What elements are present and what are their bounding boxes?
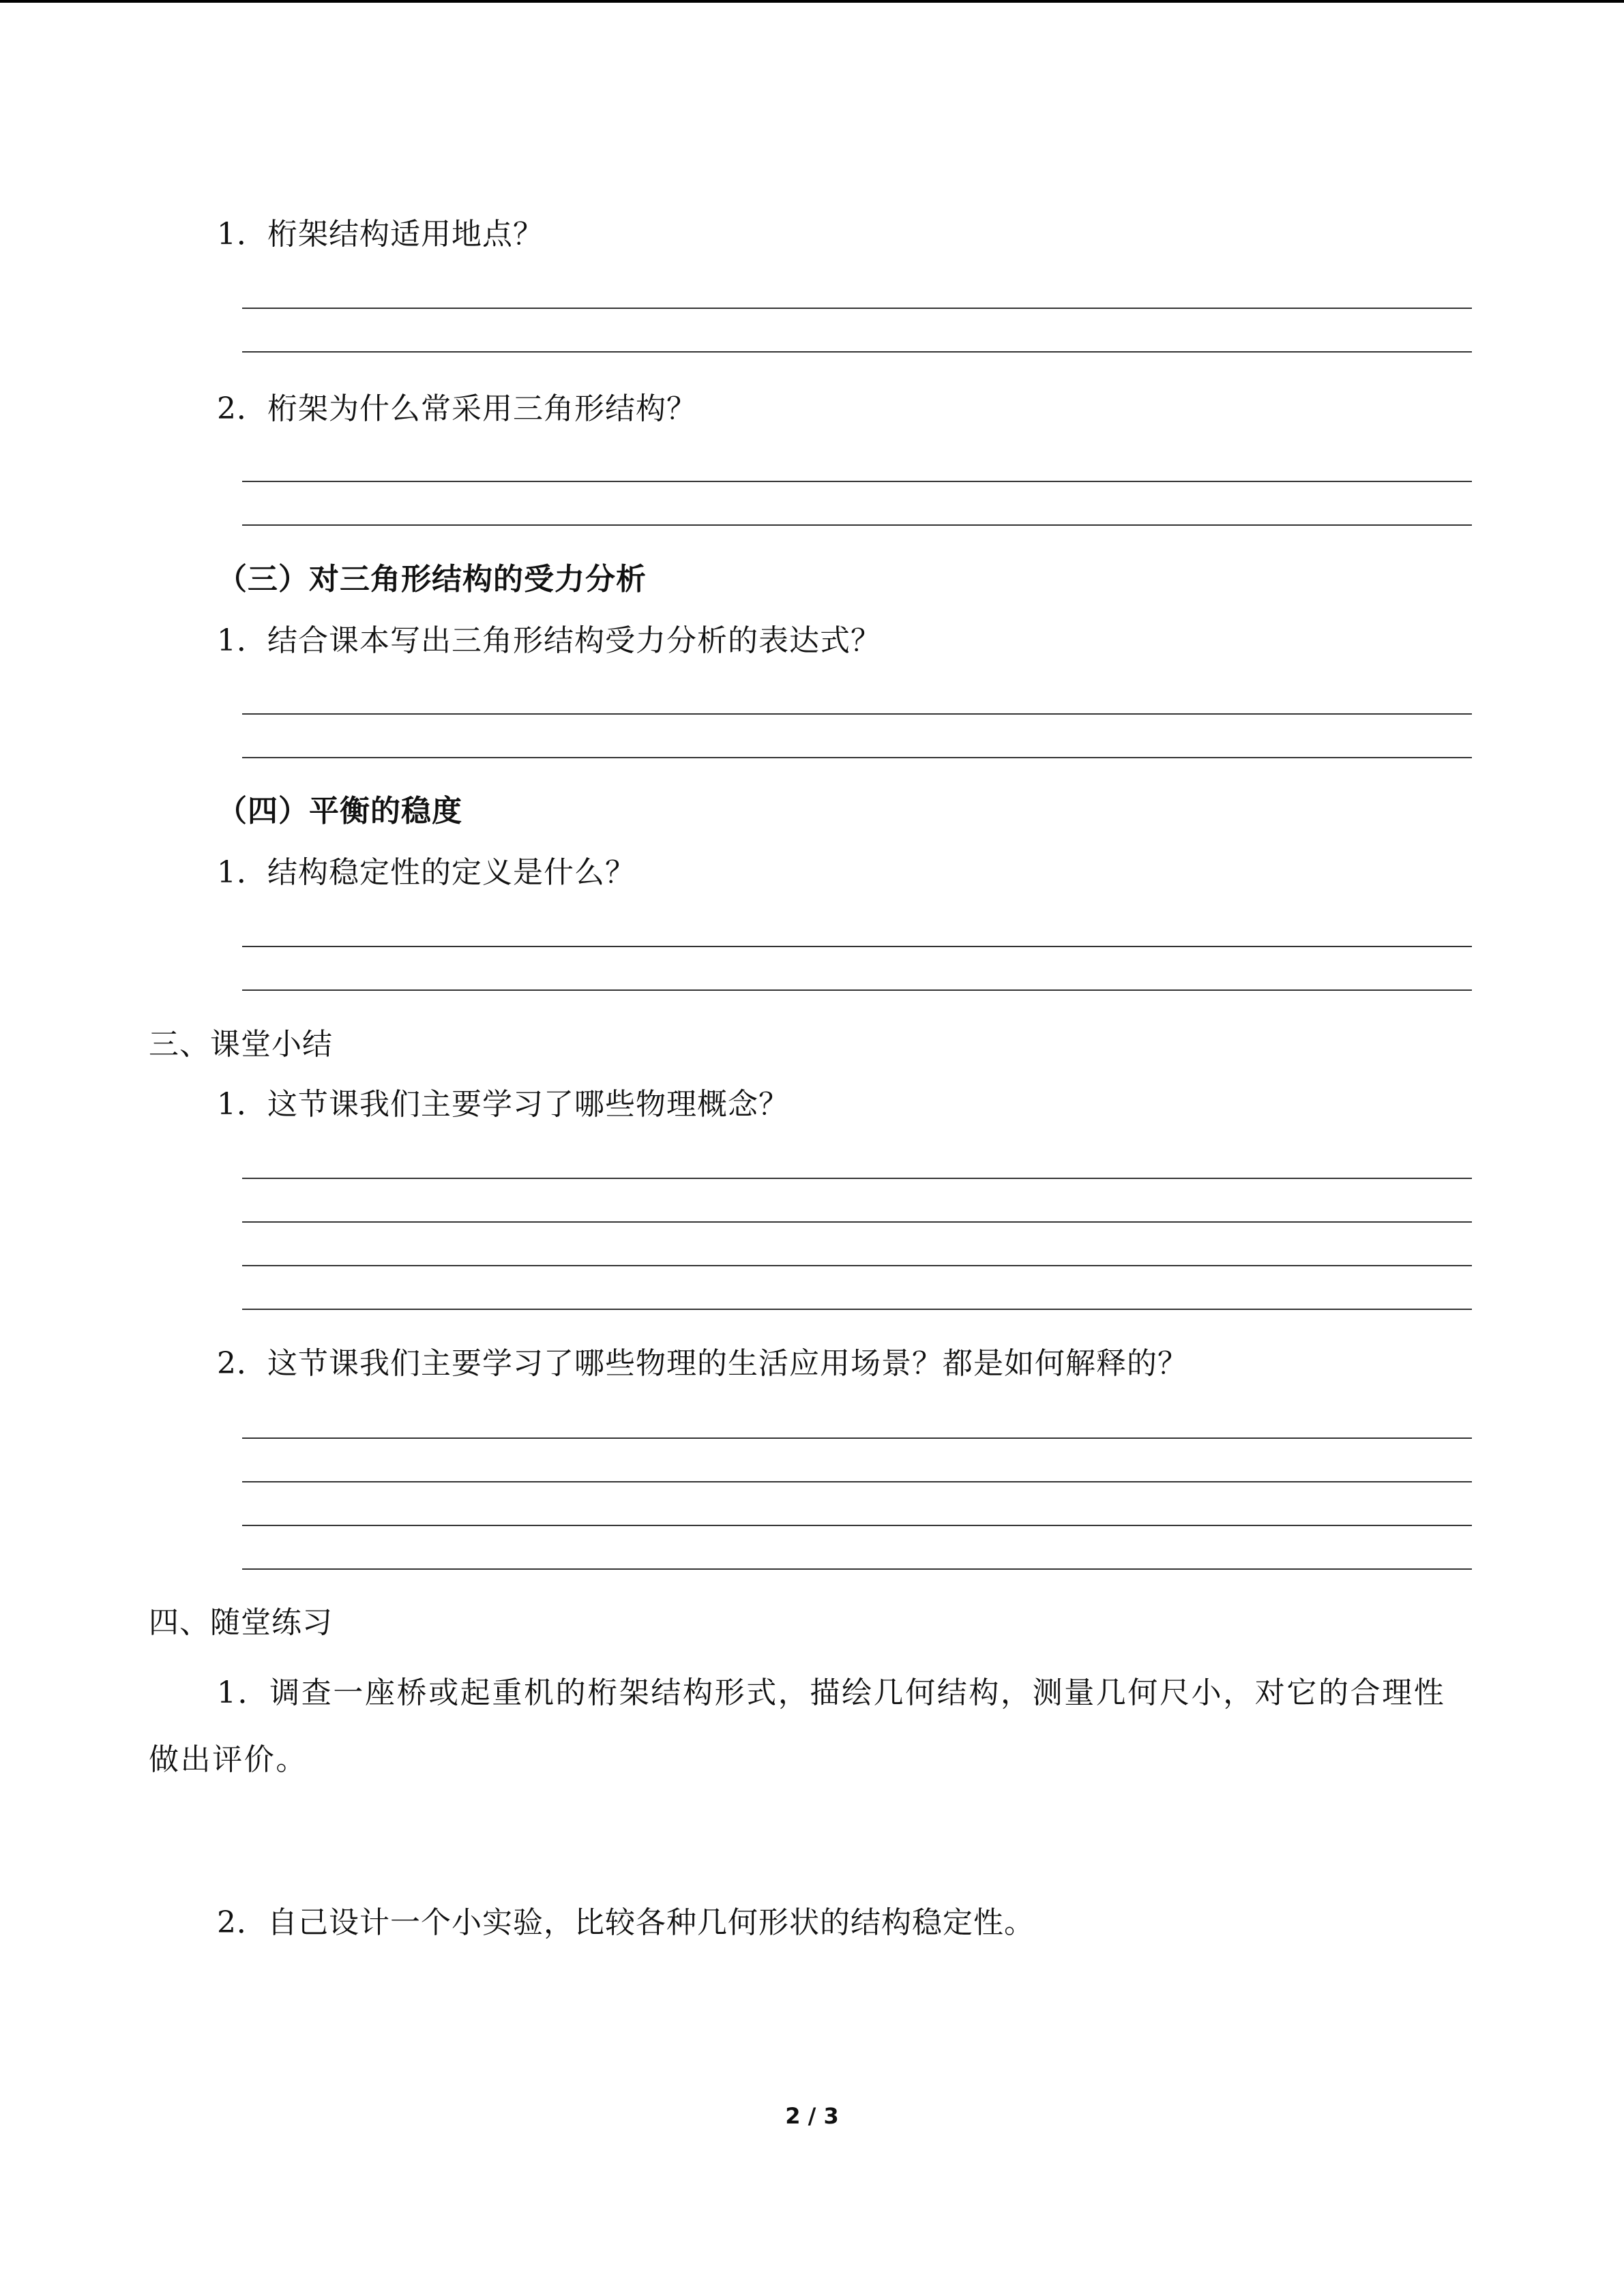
answer-line[interactable] <box>242 308 1472 309</box>
answer-line[interactable] <box>242 1525 1472 1526</box>
question-stability-definition: 1．结构稳定性的定义是什么？ <box>217 855 636 890</box>
answer-line[interactable] <box>242 1178 1472 1179</box>
answer-line[interactable] <box>242 1221 1472 1223</box>
answer-line[interactable] <box>242 1437 1472 1439</box>
answer-line[interactable] <box>242 481 1472 482</box>
answer-line[interactable] <box>242 989 1472 991</box>
question-truss-location: 1．桁架结构适用地点？ <box>217 217 544 252</box>
question-bridge-survey: 1．调查一座桥或起重机的桁架结构形式，描绘几何结构，测量几何尺小，对它的合理性做出评价。 <box>149 1675 1446 1777</box>
answer-line[interactable] <box>242 351 1472 353</box>
answer-line[interactable] <box>242 757 1472 758</box>
page-top-border <box>0 0 1624 3</box>
section-heading-practice: 四、随堂练习 <box>149 1605 333 1640</box>
answer-line[interactable] <box>242 1309 1472 1310</box>
question-physics-applications: 2．这节课我们主要学习了哪些物理的生活应用场景？都是如何解释的？ <box>217 1346 1188 1381</box>
section-heading-summary: 三、课堂小结 <box>149 1027 333 1062</box>
answer-line[interactable] <box>242 713 1472 715</box>
section-heading-balance-stability: （四）平衡的稳度 <box>217 794 462 829</box>
answer-line[interactable] <box>242 1568 1472 1570</box>
question-force-expression: 1．结合课本写出三角形结构受力分析的表达式？ <box>217 623 881 658</box>
page-number: 2 / 3 <box>785 2103 839 2129</box>
question-stability-experiment: 2．自己设计一个小实验，比较各种几何形状的结构稳定性。 <box>217 1905 1035 1940</box>
answer-line[interactable] <box>242 1265 1472 1266</box>
answer-line[interactable] <box>242 524 1472 526</box>
section-heading-triangle-force: （三）对三角形结构的受力分析 <box>217 562 647 597</box>
answer-line[interactable] <box>242 1481 1472 1482</box>
answer-line[interactable] <box>242 946 1472 947</box>
question-physics-concepts: 1．这节课我们主要学习了哪些物理概念？ <box>217 1087 789 1122</box>
question-truss-triangle: 2．桁架为什么常采用三角形结构？ <box>217 391 697 426</box>
